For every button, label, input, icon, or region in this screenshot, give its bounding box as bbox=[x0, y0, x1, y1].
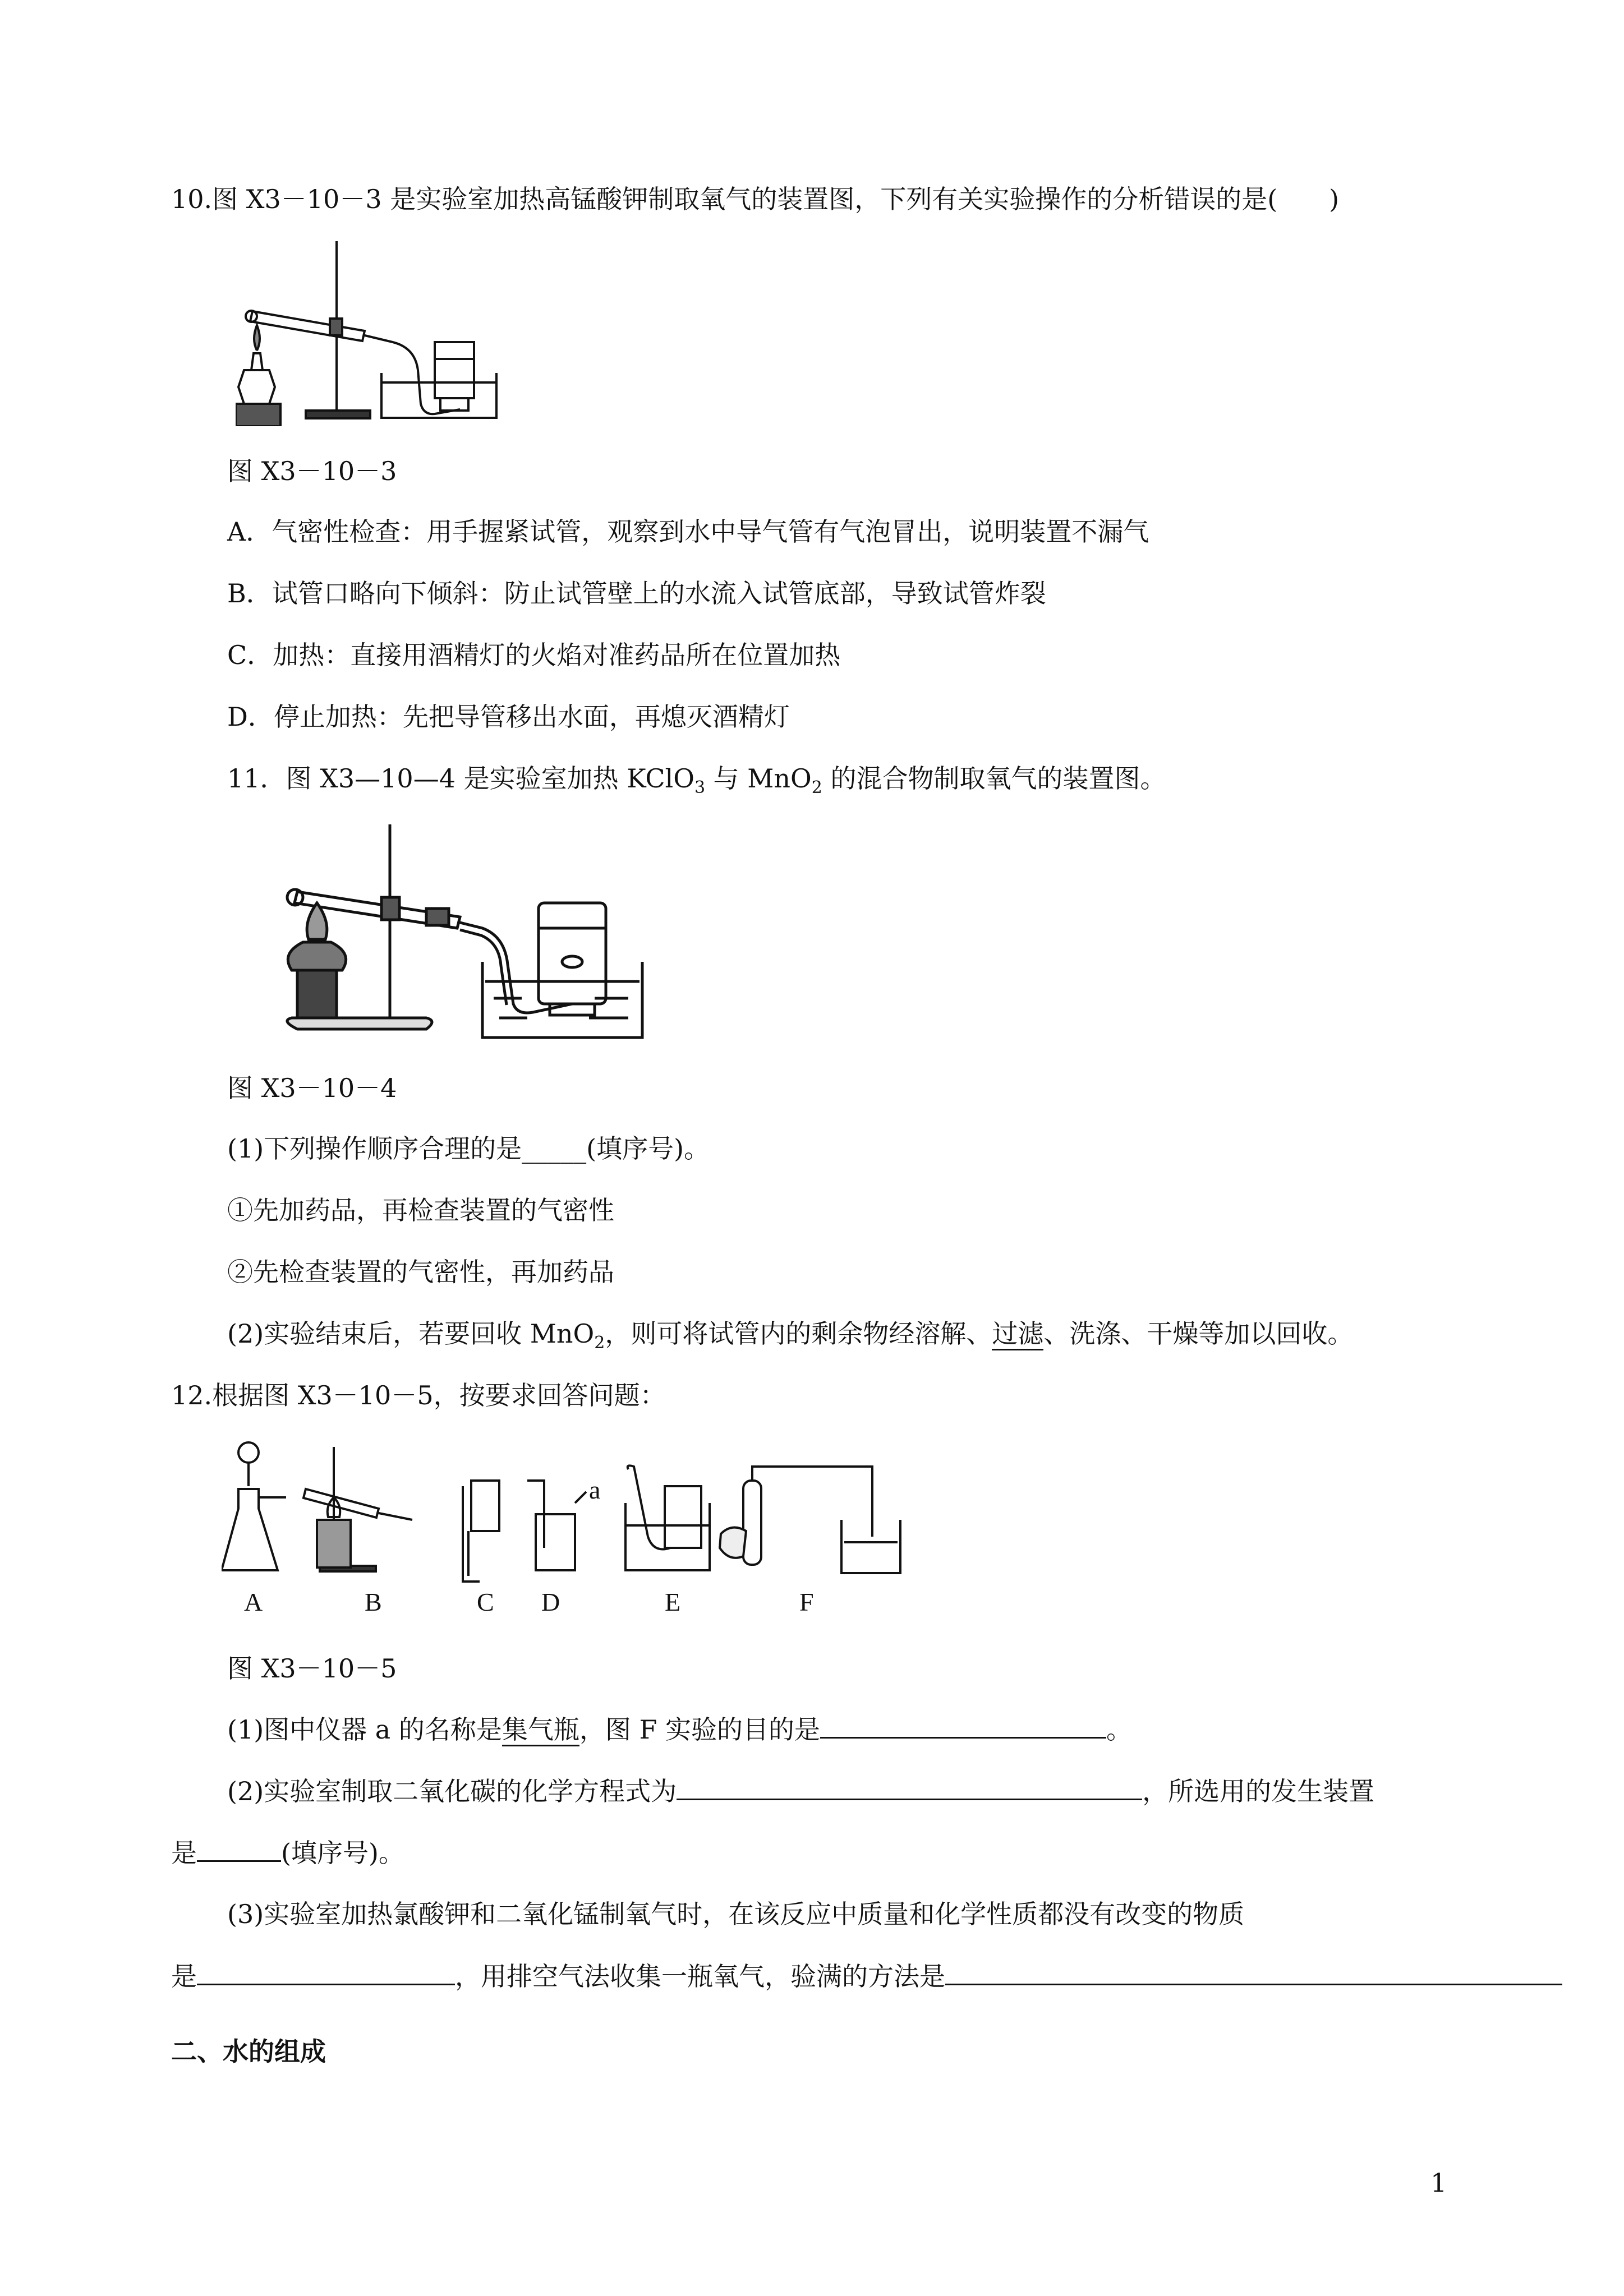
q12-blank-method[interactable] bbox=[945, 1959, 1562, 1985]
figure-label-instrument-a: a bbox=[589, 1476, 601, 1504]
q12-part1: (1)图中仪器 a 的名称是集气瓶，图 F 实验的目的是 。 bbox=[227, 1712, 1132, 1746]
q12-figure-caption: 图 X3－10－5 bbox=[227, 1653, 397, 1684]
figure-x3-10-4 bbox=[258, 819, 651, 1043]
q10-option-c: C．加热：直接用酒精灯的火焰对准药品所在位置加热 bbox=[227, 640, 841, 670]
figure-label-c: C bbox=[477, 1588, 494, 1616]
q10-figure-caption: 图 X3－10－3 bbox=[227, 456, 397, 486]
q12-answer-gas-jar: 集气瓶 bbox=[502, 1714, 579, 1746]
q10-option-d: D．停止加热：先把导管移出水面，再熄灭酒精灯 bbox=[227, 702, 790, 732]
q10-stem: 10.图 X3－10－3 是实验室加热高锰酸钾制取氧气的装置图，下列有关实验操作的分析错误的是( ) bbox=[171, 184, 1340, 214]
figure-label-d: D bbox=[541, 1588, 560, 1616]
q11-figure-caption: 图 X3－10－4 bbox=[227, 1073, 397, 1103]
q12-part3: (3)实验室加热氯酸钾和二氧化锰制氧气时，在该反应中质量和化学性质都没有改变的物质 bbox=[227, 1899, 1245, 1929]
figure-x3-10-3 bbox=[236, 236, 527, 426]
figure-label-f: F bbox=[799, 1588, 814, 1616]
q12-blank-catalyst[interactable] bbox=[197, 1959, 455, 1985]
q11-choice-1: ①先加药品，再检查装置的气密性 bbox=[227, 1195, 614, 1225]
q12-blank-equation[interactable] bbox=[677, 1774, 1142, 1800]
q11-part1: (1)下列操作顺序合理的是_____(填序号)。 bbox=[227, 1133, 710, 1164]
q12-blank-device[interactable] bbox=[197, 1836, 281, 1862]
section-heading: 二、水的组成 bbox=[171, 2036, 326, 2067]
figure-x3-10-5 bbox=[222, 1436, 940, 1621]
q12-part2-cont: 是 (填序号)。 bbox=[171, 1836, 404, 1870]
q12-stem: 12.根据图 X3－10－5，按要求回答问题： bbox=[171, 1380, 666, 1410]
q12-part3-cont: 是 ，用排空气法收集一瓶氧气，验满的方法是 bbox=[171, 1959, 1562, 1993]
q11-answer-filter: 过滤 bbox=[992, 1318, 1043, 1350]
q11-part2: (2)实验结束后，若要回收 MnO$_2$，则可将试管内的剩余物经溶解、过滤、洗涤、干燥等加以回收。 bbox=[227, 1318, 1354, 1353]
q10-option-a: A．气密性检查：用手握紧试管，观察到水中导气管有气泡冒出，说明装置不漏气 bbox=[227, 517, 1149, 547]
q10-option-b: B．试管口略向下倾斜：防止试管壁上的水流入试管底部，导致试管炸裂 bbox=[227, 578, 1046, 608]
figure-label-a-upper: A bbox=[244, 1588, 263, 1616]
q12-blank-f-purpose[interactable] bbox=[820, 1712, 1106, 1739]
q12-part2: (2)实验室制取二氧化碳的化学方程式为 ，所选用的发生装置 bbox=[227, 1774, 1374, 1808]
page-number: 1 bbox=[1430, 2168, 1447, 2198]
figure-label-e: E bbox=[665, 1588, 681, 1616]
figure-label-b: B bbox=[365, 1588, 382, 1616]
q11-stem: 11．图 X3—10—4 是实验室加热 KClO$_3$ 与 MnO$_2$ 的混合物制取氧气的装置图。 bbox=[227, 763, 1166, 798]
q11-choice-2: ②先检查装置的气密性，再加药品 bbox=[227, 1257, 614, 1287]
